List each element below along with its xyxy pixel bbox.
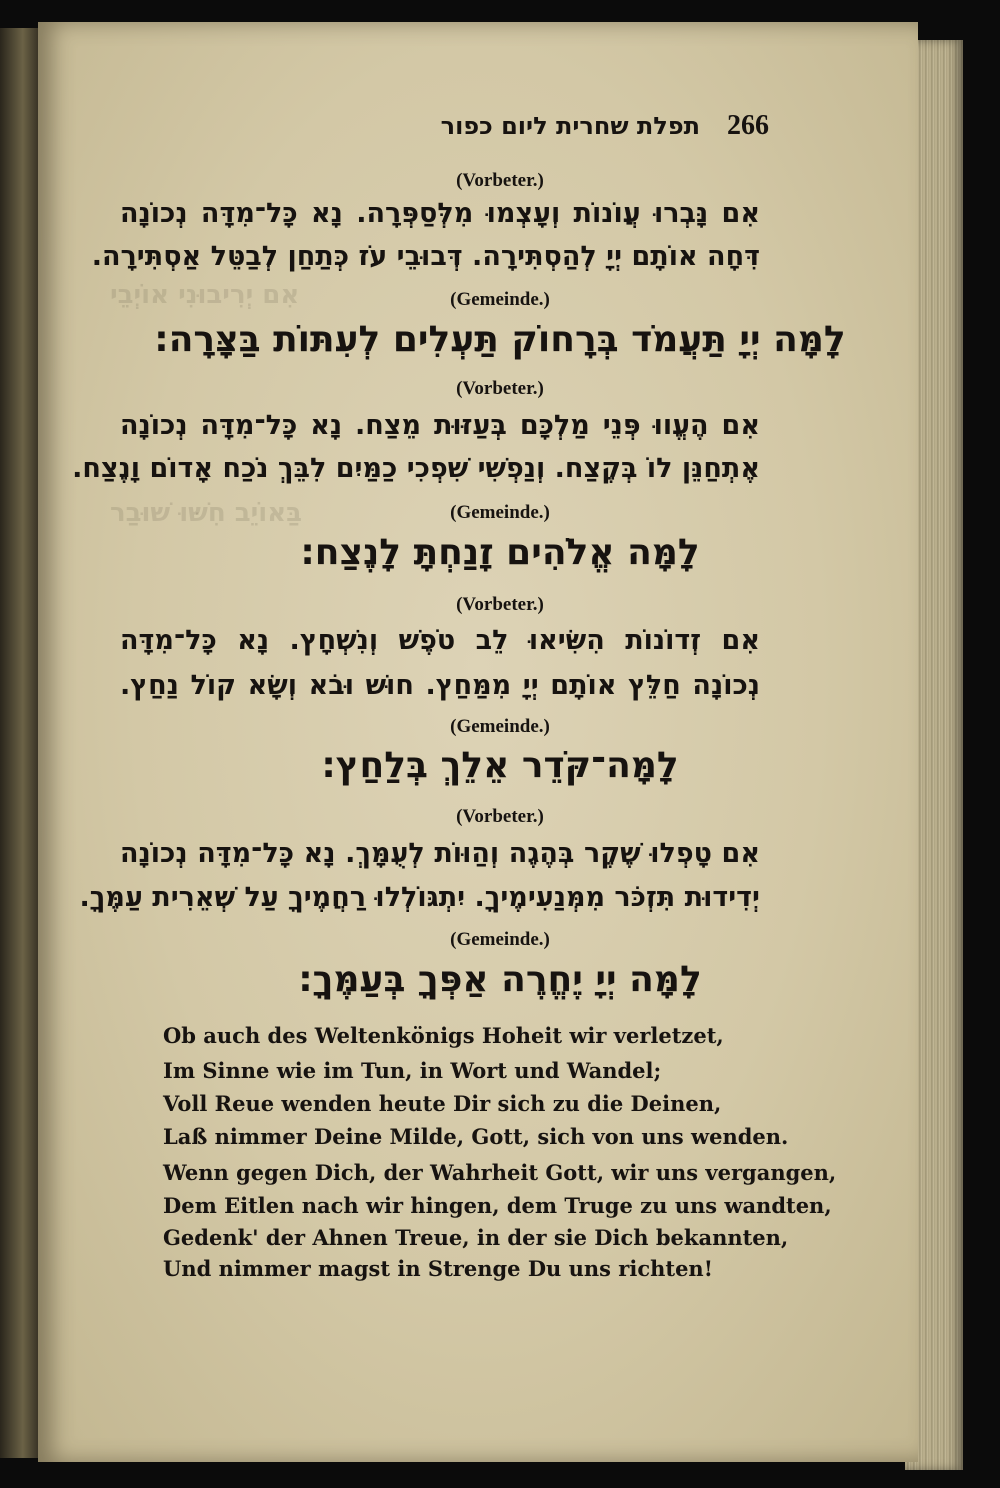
hebrew-line: נְכוֹנָה חַלֵּץ אוֹתָם יְיָ מִמַּחַץ. חוּשׁ וּבֹא וְשָׂא קוֹל נַחַץ. [120,670,760,701]
running-title: תפלת שחרית ליום כפור [440,112,700,140]
german-line: Voll Reue wenden heute Dir sich zu die Deinen, [163,1091,722,1116]
german-line: Im Sinne wie im Tun, in Wort und Wandel; [163,1058,662,1083]
german-line: Ob auch des Weltenkönigs Hoheit wir verletzet, [163,1023,724,1048]
bleed-through: בַּאוֹיֵב חִשּׁוּ שׁוּבַר [110,498,302,528]
congregation-response: לָמָּה יְיָ יֶחֱרֶה אַפְּךָ בְּעַמֶּךָ: [298,959,702,1000]
german-line: Dem Eitlen nach wir hingen, dem Truge zu uns wandten, [163,1193,832,1218]
german-line: Gedenk' der Ahnen Treue, in der sie Dich bekannten, [163,1225,789,1250]
german-line: Und nimmer magst in Strenge Du uns richten! [163,1256,713,1281]
hebrew-line: אִם טָפְלוּ שֶׁקֶר בְּהֶגֶה וְהַוּוֹת לְעֻמָּךְ. נָא כָּל־מִדָּה נְכוֹנָה [120,838,760,869]
hebrew-line: אֶתְחַנֵּן לוֹ בְּקֶצַח. וְנַפְשִׁי שִׁפְכִי כַמַּיִם לִבֵּךְ נֹכַח אָדוֹם וָנֶצַח. [72,453,760,484]
congregation-response: לָמָּה אֱלֹהִים זָנַחְתָּ לָנֶצַח: [300,532,700,573]
facing-page-edge [0,28,38,1458]
hebrew-line: אִם הֶעֱווּ פְּנֵי מַלְכָּם בְּעַזּוּת מֵצַח. נָא כָּל־מִדָּה נְכוֹנָה [120,410,760,441]
congregation-response: לָמָּה־קֹּדֵר אֵלֵךְ בְּלַחַץ: [321,745,679,786]
german-line: Wenn gegen Dich, der Wahrheit Gott, wir uns vergangen, [163,1160,837,1185]
role-label: (Gemeinde.) [450,502,550,523]
role-label: (Vorbeter.) [456,170,544,191]
role-label: (Gemeinde.) [450,289,550,310]
german-line: Laß nimmer Deine Milde, Gott, sich von uns wenden. [163,1124,789,1149]
hebrew-line: יְדִידוּת תִּזְכֹּר מִמְּנַעִימֶיךָ. יִתְגּוֹלְלוּ רַחֲמֶיךָ עַל שְׁאֵרִית עַמֶּךָ. [79,882,760,913]
role-label: (Vorbeter.) [456,378,544,399]
role-label: (Vorbeter.) [456,594,544,615]
role-label: (Gemeinde.) [450,716,550,737]
hebrew-line: אִם נָּבְרוּ עֲוֹנוֹת וְעָצְמוּ מִלְּסַפְּרָה. נָא כָּל־מִדָּה נְכוֹנָה [120,198,760,229]
role-label: (Gemeinde.) [450,929,550,950]
hebrew-line: אִם זְדוֹנוֹת הִשִּׂיאוּ לֵב טֹפֶשׁ וְנִשְׁחָץ. נָא כָּל־מִדָּה [120,625,760,656]
hebrew-line: דִּחָה אוֹתָם יְיָ לְהַסְתִּירָה. דְּבוּבֵי עֹז כְּתַחַן לְבַטֵּל אַסְתִּירָה. [91,241,760,272]
bleed-through: אִם יְרִיבוּנִי אוֹיְבֵי [110,280,300,310]
page-number: 266 [727,110,769,141]
role-label: (Vorbeter.) [456,806,544,827]
congregation-response: לָמָּה יְיָ תַּעֲמֹד בְּרָחוֹק תַּעְלִים לְעִתּוֹת בַּצָּרָה: [154,319,846,360]
